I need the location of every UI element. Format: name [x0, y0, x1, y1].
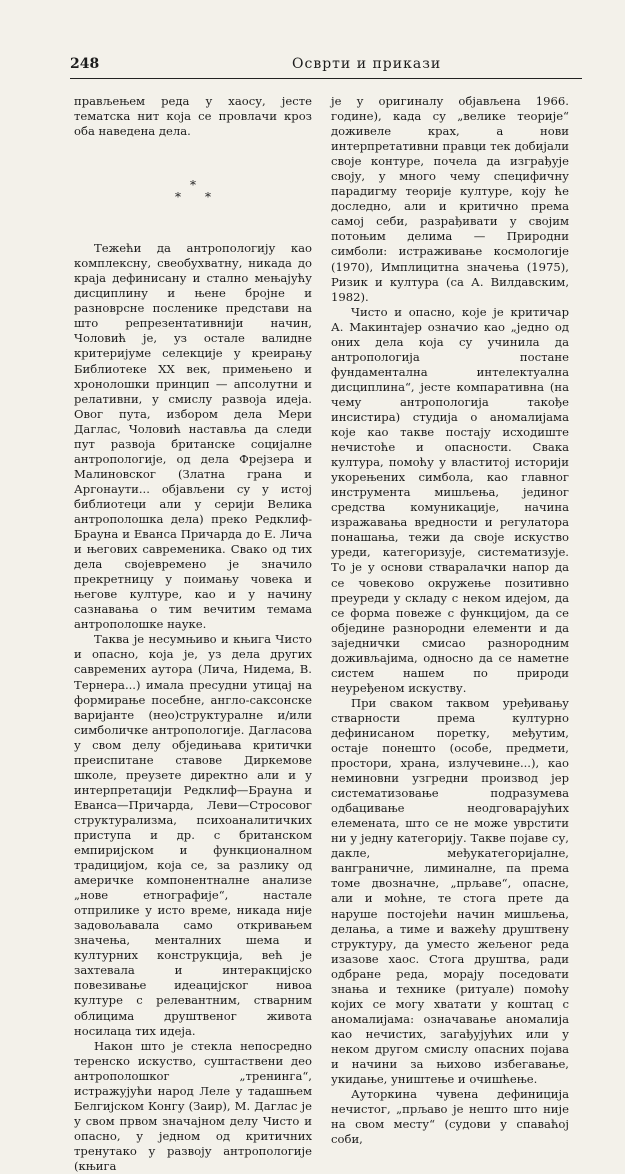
paragraph: Чисто и опасно, које је критичар А. Макинтајер означио као „једно од оних дела која су учинила да антропологија постане фундаментална интелектуална дисциплина“, јесте компаративна (на чему антропологија такође инсистира) студија о аномалијама које као такве постају исходиште нечистоће и опасности. Свака култура, помоћу у властитој историји укорењених симбола, као главног инструмента мишљења, јединог средства комуникације, начина изражавања вредности и регулатора понашања, тежи да своје искуство уреди, категоризује, систематизује. То је у основи стваралачки напор да се човеково окружење позитивно преуреди у складу с неком идејом, да се форма повеже с функцијом, да се обједине разнородни елементи и да заједнички смисао разнородним доживљајима, односно да се наметне систем нашем по природи неуређеном искуству. — [331, 304, 569, 695]
running-head: Осврти и прикази — [292, 56, 442, 72]
paragraph: При сваком таквом уређивању стварности према културно дефинисаном поретку, међутим, остаје понешто (особе, предмети, простори, храна, излучевине...), као неминовни узгредни производ јер систематизовање подразумева одбацивање неодговарајућих елемената, што се не може уврстити ни у једну категорију. Такве појаве су, дакле, међукатегоријалне, ванграничне, лиминалне, па према томе двозначне, „прљаве“, опасне, али и моћне, те стога прете да наруше постојећи начин мишљења, делања, а тиме и важећу друштвену структуру, да уместо жељеног реда изазове хаос. Стога друштва, ради одбране реда, морају поседовати знања и технике (ритуале) помоћу којих се могу хватати у коштац с аномалијама: означавање аномалија као нечистих, загађујућих или у неком другом смислу опасних појава и начини за њихово избегавање, укидање, уништење и очишћење. — [331, 695, 569, 1087]
section-divider — [74, 179, 312, 203]
paragraph: Ауторкина чувена дефиниција нечистог, „прљаво је нешто што није на свом месту“ (судови у спаваћој соби, — [331, 1087, 569, 1147]
paragraph: прављењем реда у хаосу, јесте тематска нит која се провлачи кроз оба наведена дела. — [74, 94, 312, 139]
paragraph: је у оригиналу објављена 1966. године), када су „велике теорије“ доживеле крах, а нови интерпретативни правци тек добијали своје контуре, почела да изграђује своју, у много чему специфичну парадигму теорије културе, коју ће доследно, али и критично према самој себи, разрађивати у својим потоњим делима — Природни симболи: истраживање космологије (1970), Имплицитна значења (1975), Ризик и култура (са А. Вилдавским, 1982). — [331, 94, 569, 304]
paragraph: Тежећи да антропологију као комплексну, свеобухватну, никада до краја дефинисану и стално мењајућу дисциплину и њене бројне и разноврсне посленике представи на што репрезентативнији начин, Чоловић је, уз остале валидне критеријуме селекције у креирању Библиотеке XX век, примењено и хронолошки принцип — апсолутни и релативни, у смислу развоја идеја. Овог пута, избором дела Мери Даглас, Чоловић наставља да следи пут развоја британске социјалне антропологије, од дела Фрејзера и Малиновског (Златна грана и Аргонаути... објављени су у истој библиотеци али у серији Велика антрополошка дела) преко Редклиф-Брауна и Еванса Причарда до Е. Лича и његових савременика. Свако од тих дела својевремено је значило прекретницу у поимању човека и његове културе, као и у начину сазнавања о тим вечитим темама антрополошке науке. — [74, 241, 312, 632]
right-column — [331, 94, 569, 1147]
header-rule — [70, 78, 582, 79]
asterisk-row-1: * — [190, 178, 196, 193]
asterisk-row-2: * * — [175, 190, 211, 205]
paragraph: Након што је стекла непосредно теренско искуство, суштаствени део антрополошког „тренинга“, истражујући народ Леле у тадашњем Белгијском Конгу (Заир), М. Даглас је у свом првом значајном делу Чисто и опасно, у једном од критичних тренутако у развоју антропологије (књига — [74, 1038, 312, 1173]
left-column — [74, 94, 312, 1174]
page-number: 248 — [70, 56, 100, 72]
paragraph: Таква је несумњиво и књига Чисто и опасно, која је, уз дела других савремених аутора (Лича, Нидема, В. Тернера...) имала пресудни утицај на формирање посебне, англо-саксонске варијанте (нео)структуралне и/или симболичке антропологије. Дагласова у свом делу обједињава критички преиспитане ставове Диркемове школе, преузете директно али и у интерпретацији Редклиф—Брауна и Еванса—Причарда, Леви—Стросовог структурализма, психоаналитичких приступа и др. с британском емпиријском и функционалном традицијом, која се, за разлику од америчке компонентналне анализе „нове етнографије“, насталe отприлике у исто време, никада није задовољавала само откривањем значења, менталних шема и културних конструкција, већ је захтевала и интеракцијско повезивање идеацијског нивоа културе с релевантним, стварним облицима друштвеног живота носилаца тих идеја. — [74, 632, 312, 1038]
